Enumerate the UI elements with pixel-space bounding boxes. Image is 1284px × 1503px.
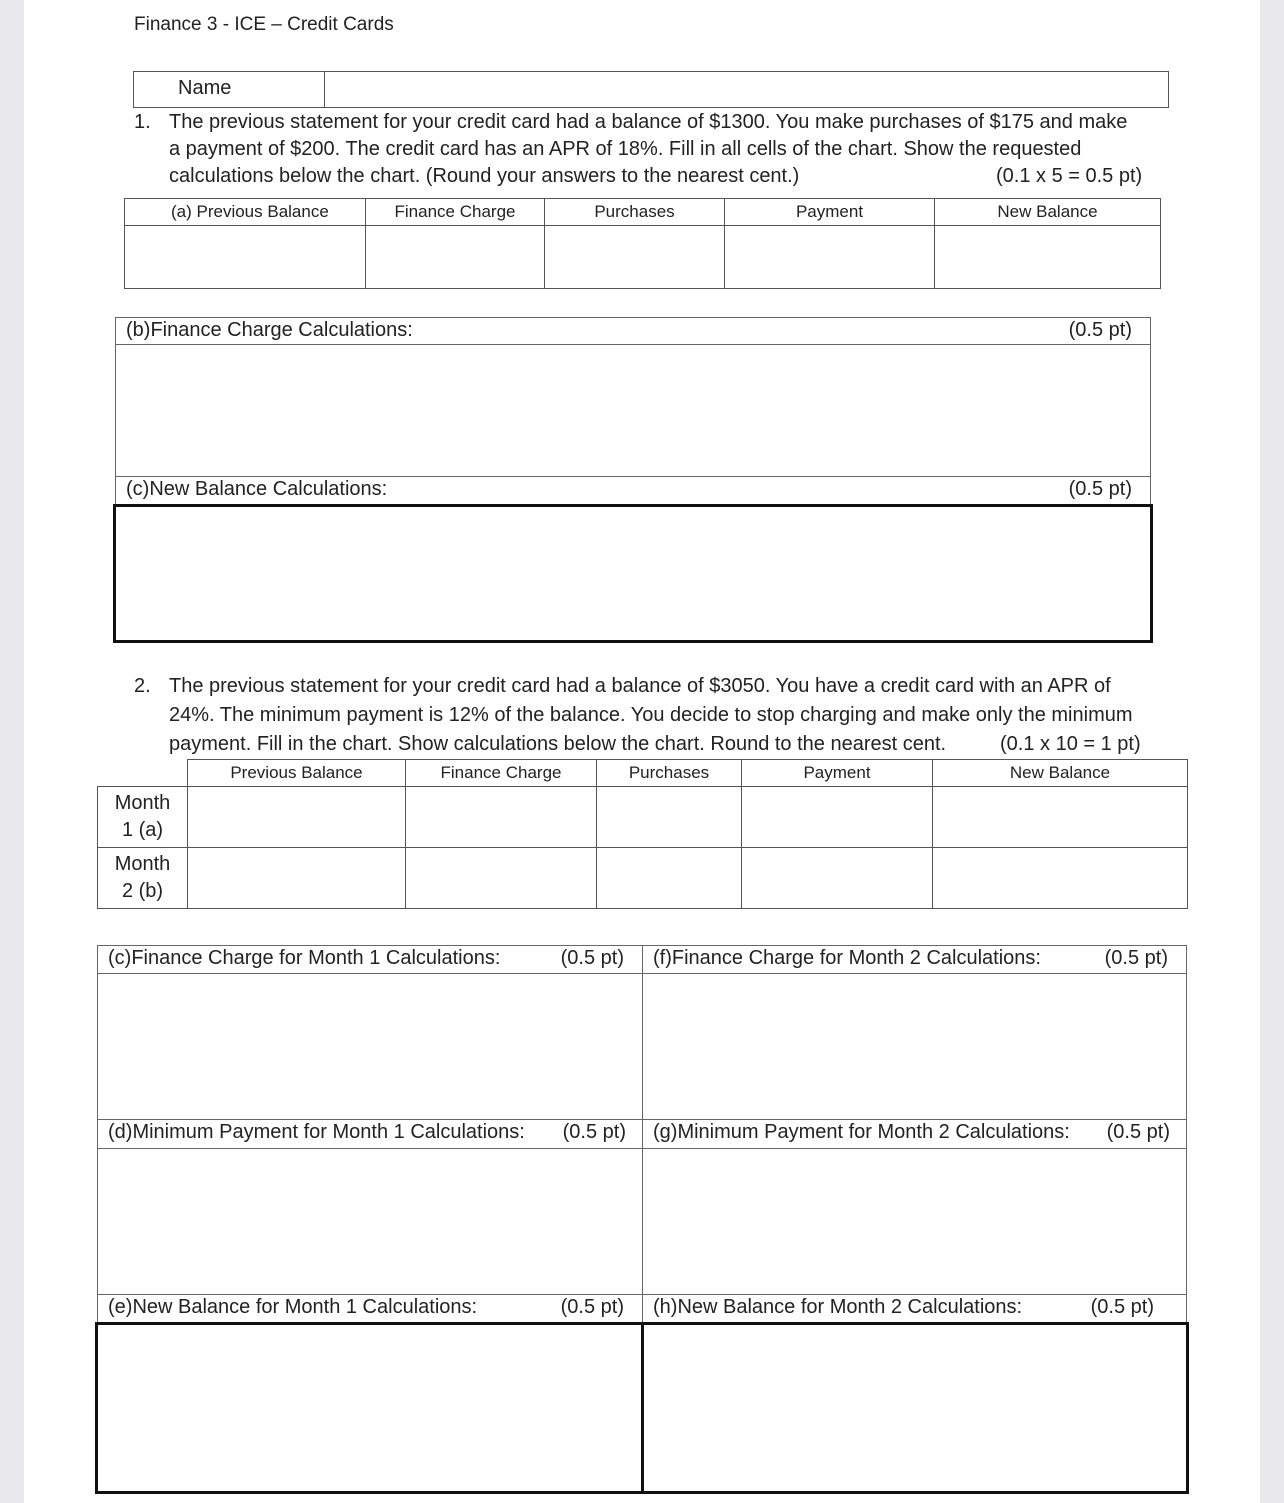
q2-m2-payment[interactable] [742, 848, 933, 909]
q1-line1: The previous statement for your credit card had a balance of $1300. You make purchases of $175 and make [169, 111, 1128, 133]
q2-m2-new-balance[interactable] [933, 848, 1188, 909]
q2-row-label-month2 [98, 848, 188, 909]
q1-points: (0.1 x 5 = 0.5 pt) [996, 165, 1143, 187]
q2-c-label: (c)Finance Charge for Month 1 Calculations: [108, 947, 501, 969]
q2-h-header [642, 1294, 1187, 1324]
q1-c-points: (0.5 pt) [1068, 478, 1132, 500]
q2-c-answer-box[interactable] [97, 973, 643, 1120]
q1-header-new-balance: New Balance [935, 199, 1161, 226]
q2-row1-line2: 1 (a) [121, 819, 164, 841]
q1-cell-purchases[interactable] [545, 226, 725, 289]
q2-e-label: (e)New Balance for Month 1 Calculations: [108, 1296, 478, 1318]
q2-f-answer-box[interactable] [642, 973, 1187, 1120]
q2-points: (0.1 x 10 = 1 pt) [1000, 733, 1141, 755]
q2-line1: The previous statement for your credit card had a balance of $3050. You have a credit card with an APR of [169, 675, 1111, 697]
q2-d-label: (d)Minimum Payment for Month 1 Calculations: [108, 1121, 525, 1143]
q2-g-header [642, 1119, 1187, 1149]
q1-cell-finance-charge[interactable] [366, 226, 545, 289]
q2-m1-finance-charge[interactable] [406, 787, 597, 848]
q1-b-answer-box[interactable] [115, 344, 1151, 477]
q2-line3: payment. Fill in the chart. Show calculations below the chart. Round to the nearest cent. [169, 733, 947, 755]
q2-g-label: (g)Minimum Payment for Month 2 Calculations: [653, 1121, 1070, 1143]
q2-header-blank [98, 760, 188, 787]
q1-header-previous-balance: (a) Previous Balance [125, 199, 366, 226]
page-title: Finance 3 - ICE – Credit Cards [134, 14, 394, 35]
q2-f-points: (0.5 pt) [1104, 947, 1168, 969]
q1-cell-new-balance[interactable] [935, 226, 1161, 289]
q1-b-label: (b)Finance Charge Calculations: [126, 319, 413, 341]
q1-line2: a payment of $200. The credit card has an APR of 18%. Fill in all cells of the chart. Show the requested [169, 138, 1082, 160]
q1-number: 1. [134, 111, 151, 133]
q2-header-new-balance: New Balance [933, 760, 1188, 787]
q1-b-points: (0.5 pt) [1068, 319, 1132, 341]
q1-c-answer-box[interactable] [113, 504, 1153, 643]
q1-c-label: (c)New Balance Calculations: [126, 478, 388, 500]
name-label-cell [134, 72, 325, 107]
q2-e-points: (0.5 pt) [560, 1296, 624, 1318]
q2-m2-purchases[interactable] [597, 848, 742, 909]
q2-c-points: (0.5 pt) [560, 947, 624, 969]
q2-g-answer-box[interactable] [642, 1148, 1187, 1295]
q2-header-finance-charge: Finance Charge [406, 760, 597, 787]
q1-cell-payment[interactable] [725, 226, 935, 289]
name-row [133, 71, 1169, 108]
q2-f-header [642, 945, 1187, 974]
q2-number: 2. [134, 675, 151, 697]
q2-d-points: (0.5 pt) [562, 1121, 626, 1143]
q2-m1-previous-balance[interactable] [188, 787, 406, 848]
q2-row2-line1: Month [114, 853, 171, 875]
q2-m2-previous-balance[interactable] [188, 848, 406, 909]
q2-h-answer-box[interactable] [641, 1322, 1189, 1494]
q1-cell-previous-balance[interactable] [125, 226, 366, 289]
q2-row2-line2: 2 (b) [121, 880, 164, 902]
q2-d-answer-box[interactable] [97, 1148, 643, 1295]
q2-header-purchases: Purchases [597, 760, 742, 787]
q1-header-purchases: Purchases [545, 199, 725, 226]
q2-h-label: (h)New Balance for Month 2 Calculations: [653, 1296, 1023, 1318]
q2-line2: 24%. The minimum payment is 12% of the balance. You decide to stop charging and make only the minimum [169, 704, 1133, 726]
q1-b-header [115, 317, 1151, 345]
q1-c-header [115, 476, 1151, 506]
q2-row-label-month1 [98, 787, 188, 848]
name-label: Name [178, 77, 232, 99]
q2-m2-finance-charge[interactable] [406, 848, 597, 909]
q2-header-payment: Payment [742, 760, 933, 787]
q2-header-previous-balance: Previous Balance [188, 760, 406, 787]
q2-m1-new-balance[interactable] [933, 787, 1188, 848]
q2-table [97, 759, 1188, 909]
name-input-cell[interactable] [325, 72, 1168, 107]
q2-f-label: (f)Finance Charge for Month 2 Calculations: [653, 947, 1041, 969]
q1-header-payment: Payment [725, 199, 935, 226]
q2-m1-payment[interactable] [742, 787, 933, 848]
q2-h-points: (0.5 pt) [1090, 1296, 1154, 1318]
q2-e-answer-box[interactable] [95, 1322, 644, 1494]
q1-line3: calculations below the chart. (Round your answers to the nearest cent.) [169, 165, 800, 187]
q2-d-header [97, 1119, 643, 1149]
q2-m1-purchases[interactable] [597, 787, 742, 848]
q2-c-header [97, 945, 643, 974]
q1-header-finance-charge: Finance Charge [366, 199, 545, 226]
q2-g-points: (0.5 pt) [1106, 1121, 1170, 1143]
q1-table [124, 198, 1161, 289]
q2-row1-line1: Month [114, 792, 171, 814]
q2-e-header [97, 1294, 643, 1324]
